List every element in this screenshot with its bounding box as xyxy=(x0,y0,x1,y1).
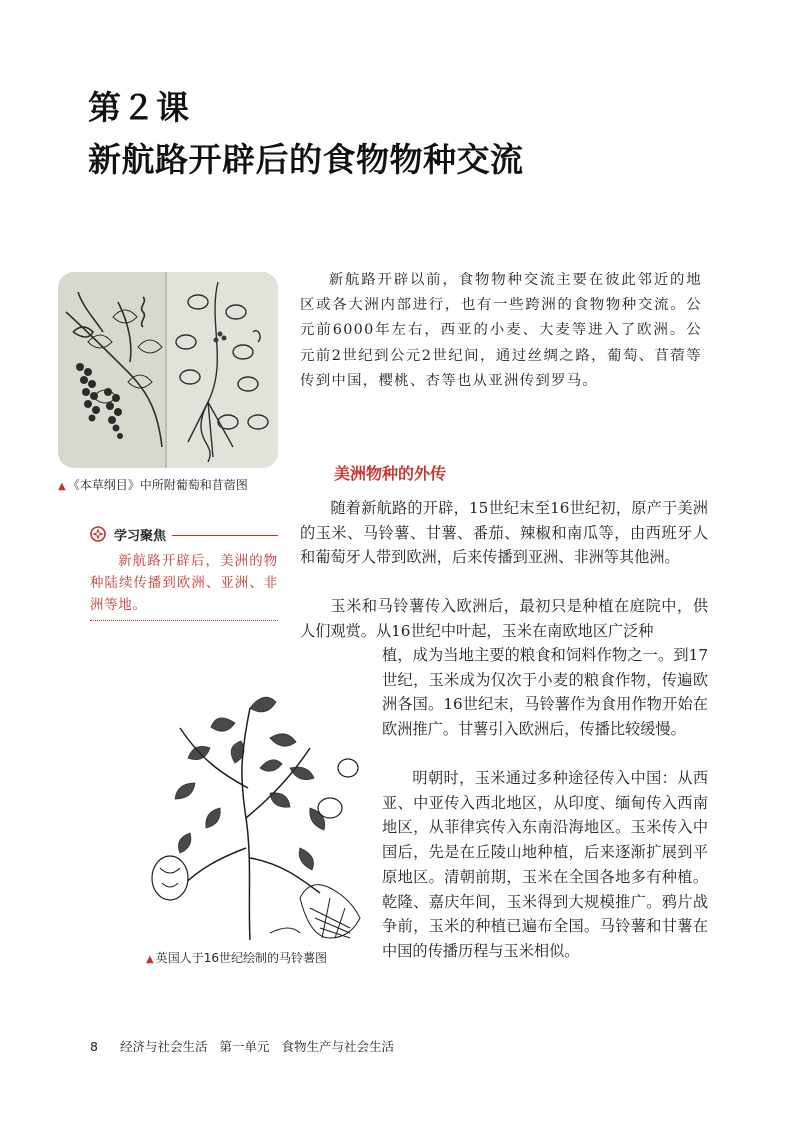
page-number: 8 xyxy=(90,1039,98,1054)
learning-focus-box xyxy=(90,523,278,623)
footer-book-title: 经济与社会生活 xyxy=(119,1039,208,1054)
focus-flower-icon xyxy=(90,526,106,542)
body-paragraph-2-part-1: 玉米和马铃薯传入欧洲后，最初只是种植在庭院中，供人们观赏。从16世纪中叶起，玉米在南欧地区广泛种 xyxy=(300,597,708,640)
learning-focus-bottom-rule xyxy=(90,620,278,621)
body-paragraph-3: 明朝时，玉米通过多种途径传入中国：从西亚、中亚传入西北地区，从印度、缅甸传入西南地区，从菲律宾传入东南沿海地区。玉米传入中国后，先是在丘陵山地种植，后来逐渐扩展到平原地区。清朝前期，玉米在全国各地多有种植。乾隆、嘉庆年间，玉米得到大规模推广。鸦片战争前，玉米的种植已遍布全国。马铃薯和甘薯在中国的传播历程与玉米相似。 xyxy=(382,769,708,960)
potato-plant-illustration xyxy=(150,688,366,940)
lesson-title: 新航路开辟后的食物物种交流 xyxy=(88,140,524,179)
body-paragraph-2-part-2: 植，成为当地主要的粮食和饲料作物之一。到17世纪，玉米成为仅次于小麦的粮食作物，传遍欧洲各国。16世纪末，马铃薯作为食用作物开始在欧洲推广。甘薯引入欧洲后，传播比较缓慢。 xyxy=(382,646,708,739)
potato-caption-text: 英国人于16世纪绘制的马铃薯图 xyxy=(155,951,327,965)
learning-focus-rule xyxy=(172,535,278,536)
body-paragraph-1: 随着新航路的开辟，15世纪末至16世纪初，原产于美洲的玉米、马铃薯、甘薯、番茄、辣椒和南瓜等，由西班牙人和葡萄牙人带到欧洲，后来传播到亚洲、非洲等其他洲。 xyxy=(300,499,708,567)
grape-caption-text: 《本草纲目》中所附葡萄和苜蓿图 xyxy=(67,478,248,492)
caption-marker: ▲ xyxy=(58,481,66,492)
page-footer xyxy=(90,1037,394,1055)
footer-unit-title: 食物生产与社会生活 xyxy=(281,1039,394,1054)
potato-figure-caption xyxy=(146,949,327,966)
lesson-number: 第２课 xyxy=(88,88,190,127)
section-heading: 美洲物种的外传 xyxy=(334,464,447,483)
footer-unit: 第一单元 xyxy=(219,1039,270,1054)
learning-focus-text: 新航路开辟后，美洲的物种陆续传播到欧洲、亚洲、非洲等地。 xyxy=(90,554,278,613)
caption-marker: ▲ xyxy=(146,954,154,965)
learning-focus-header xyxy=(90,523,278,545)
learning-focus-title: 学习聚焦 xyxy=(114,528,167,544)
grape-figure-caption xyxy=(58,476,248,493)
grape-alfalfa-illustration xyxy=(58,272,278,468)
intro-paragraph: 新航路开辟以前，食物物种交流主要在彼此邻近的地区或各大洲内部进行，也有一些跨洲的食物物种交流。公元前6000年左右，西亚的小麦、大麦等进入了欧洲。公元前2世纪到公元2世纪间，通过丝绸之路，葡萄、苜蓿等传到中国，樱桃、杏等也从亚洲传到罗马。 xyxy=(300,272,702,389)
